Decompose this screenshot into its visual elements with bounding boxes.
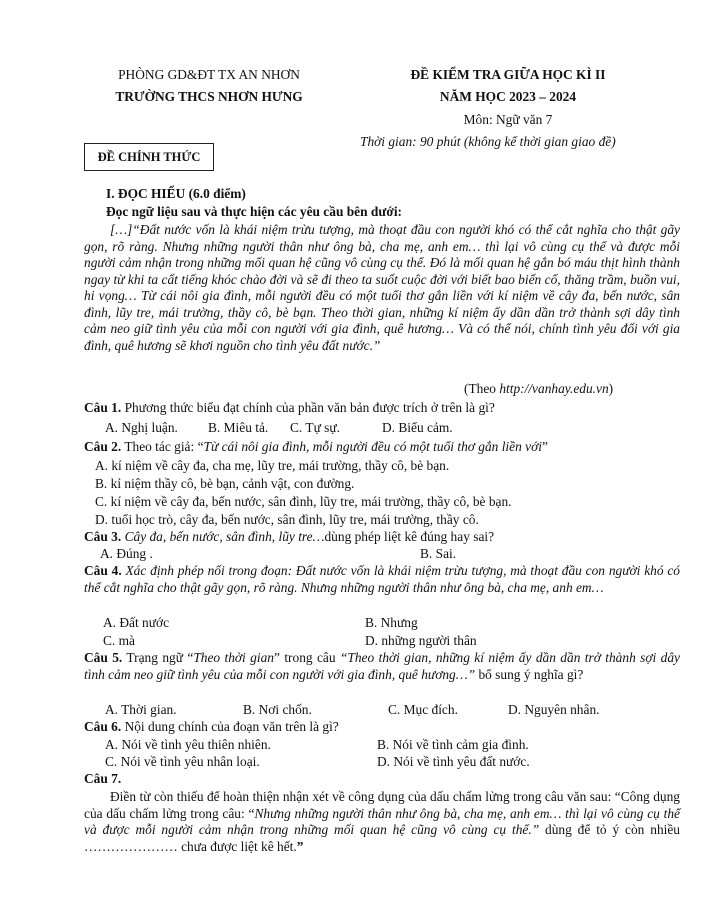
- q2-option-c: C. kí niệm về cây đa, bến nước, sân đình, lũy tre, mái trường, thầy cô, bè bạn.: [95, 494, 512, 509]
- question-5-text-b: ” trong câu: [273, 650, 340, 665]
- q1-option-b: B. Miêu tả.: [208, 420, 269, 435]
- question-3-text: dùng phép liệt kê đúng hay sai?: [324, 529, 495, 544]
- official-exam-box: [84, 143, 214, 171]
- question-7-line1: Điền từ còn thiếu để hoàn thiện nhận xét về công dụng của dấu chấm lửng trong câu văn sau:: [110, 789, 612, 804]
- question-5-quote-b: “Theo thời gian, những kí niệm ấy dần dần trở thành sợi dây tình cảm neo giữ tình yêu của mỗi con người với gia đình, quê hương…”: [84, 650, 680, 682]
- school-department: PHÒNG GD&ĐT TX AN NHƠN: [118, 67, 300, 82]
- source-suffix: ): [608, 381, 614, 396]
- source-prefix: (Theo: [464, 381, 500, 396]
- q6-option-d: D. Nói về tình yêu đất nước.: [377, 754, 530, 769]
- q2-option-b: B. kỉ niệm thầy cô, bè bạn, cảnh vật, con đường.: [95, 476, 355, 491]
- question-2-quote: Từ cái nôi gia đình, mỗi người đều có một tuổi thơ gắn liền với: [203, 439, 542, 454]
- q5-option-b: B. Nơi chốn.: [243, 702, 312, 717]
- exam-time: Thời gian: 90 phút (không kể thời gian giao đề): [360, 134, 616, 149]
- passage-source: [464, 381, 613, 398]
- question-5-text-a: Trạng ngữ “: [122, 650, 194, 665]
- question-6-label: Câu 6.: [84, 719, 122, 734]
- q2-option-a: A. kí niệm về cây đa, cha mẹ, lũy tre, mái trường, thầy cô, bè bạn.: [95, 458, 450, 473]
- q4-option-a: A. Đất nước: [103, 615, 170, 630]
- question-7: [84, 771, 121, 788]
- official-exam-label: ĐỀ CHÍNH THỨC: [97, 149, 201, 164]
- question-1-label: Câu 1.: [84, 400, 122, 415]
- question-3: [84, 529, 494, 546]
- q5-option-a: A. Thời gian.: [105, 702, 177, 717]
- school-name: TRƯỜNG THCS NHƠN HƯNG: [115, 89, 303, 104]
- q1-option-d: D. Biểu cảm.: [382, 420, 453, 435]
- question-4-label: Câu 4.: [84, 563, 122, 578]
- section-title: I. ĐỌC HIỂU (6.0 điểm): [106, 186, 246, 201]
- question-4: [84, 563, 680, 596]
- q2-option-d: D. tuổi học trò, cây đa, bến nước, sân đình, lũy tre, mái trường, thầy cô.: [95, 512, 479, 527]
- q3-option-a: A. Đúng .: [100, 546, 153, 561]
- q6-option-a: A. Nói về tình yêu thiên nhiên.: [105, 737, 271, 752]
- question-3-quote: Cây đa, bến nước, sân đình, lũy tre…: [121, 529, 325, 544]
- question-1: [84, 400, 495, 417]
- question-7-quote: Nhưng những người thân như ông bà, cha mẹ, anh em… thì lại vô cùng cụ thể và được mỗi người cảm nhận trong những mối quan hệ cũng vô cùng cụ thể.”: [84, 805, 680, 837]
- question-2: [84, 439, 548, 456]
- question-5-quote-a: Theo thời gian: [193, 650, 274, 665]
- question-2-suffix: ”: [541, 439, 548, 454]
- question-5-label: Câu 5.: [84, 650, 123, 665]
- question-7-label: Câu 7.: [84, 771, 122, 786]
- question-3-label: Câu 3.: [84, 529, 122, 544]
- q5-option-c: C. Mục đích.: [388, 702, 458, 717]
- subject: Môn: Ngữ văn 7: [463, 112, 553, 127]
- question-5-text-c: bổ sung ý nghĩa gì?: [475, 666, 584, 682]
- reading-passage: […]“Đất nước vốn là khái niệm trừu tượng, mà thoạt đầu con người khó có thể cắt nghĩa cho thật gãy gọn, rõ ràng. Nhưng những người thân như ông bà, cha mẹ, anh em… thì lại vô cùng cụ thể và được mỗi người cảm nhận trong những mối quan hệ cũng vô cùng cụ thể. Đó là mối quan hệ gắn bó máu thịt hình thành ngay từ khi ta cất tiếng khóc chào đời và sẽ đi theo ta suốt cuộc đời với biết bao biến cố, thăng trầm, buồn vui, hi vọng… Từ cái nôi gia đình, mỗi người đều có một tuổi thơ gắn liền với kí niệm về cây đa, bến nước, sân đình, lũy tre, mái trường, thầy cô, bè bạn. Theo thời gian, những kí niệm ấy dần dần trở thành sợi dây tình cảm neo giữ tình yêu của mỗi con người với gia đình, quê hương… Và có thể nói, chính tình yêu đối với gia đình, quê hương sẽ khơi nguồn cho tình yêu đất nước.”: [84, 222, 680, 353]
- question-4-text: Xác định phép nối trong đoạn: Đất nước vốn là khái niệm trừu tượng, mà thoạt đầu con người khó có thể cắt nghĩa cho thật gãy gọn, rõ ràng. Nhưng những người thân như ông bà, cha mẹ, anh em…: [84, 563, 680, 595]
- school-year: NĂM HỌC 2023 – 2024: [439, 89, 577, 104]
- question-7-body: [84, 789, 680, 855]
- question-2-prefix: Theo tác giả: “: [121, 439, 204, 454]
- source-site: http://vanhay.edu.vn: [499, 381, 609, 396]
- question-7-text-end: ”: [296, 838, 304, 854]
- q4-option-b: B. Nhưng: [365, 615, 418, 630]
- question-7-text-a: “Công dụng của dấu chấm lửng trong câu: “: [84, 789, 680, 821]
- section-instruction: Đọc ngữ liệu sau và thực hiện các yêu cầu bên dưới:: [106, 204, 402, 219]
- q4-option-d: D. những người thân: [365, 633, 477, 648]
- exam-title: ĐỀ KIỂM TRA GIỮA HỌC KÌ II: [410, 67, 606, 82]
- question-2-label: Câu 2.: [84, 439, 122, 454]
- q5-option-d: D. Nguyên nhân.: [508, 702, 600, 717]
- q1-option-a: A. Nghị luận.: [105, 420, 178, 435]
- question-1-text: Phương thức biểu đạt chính của phần văn bản được trích ở trên là gì?: [121, 400, 495, 415]
- q1-option-c: C. Tự sự.: [290, 420, 340, 435]
- q6-option-c: C. Nói về tình yêu nhân loại.: [105, 754, 260, 769]
- q4-option-c: C. mà: [103, 633, 135, 648]
- question-6: [84, 719, 339, 736]
- question-5: [84, 650, 680, 683]
- question-6-text: Nội dung chính của đoạn văn trên là gì?: [121, 719, 339, 734]
- q6-option-b: B. Nói về tình cảm gia đình.: [377, 737, 529, 752]
- question-7-text-b: dùng để tỏ ý còn nhiều ………………… chưa được liệt kê hết.: [84, 822, 681, 854]
- q3-option-b: B. Sai.: [420, 546, 457, 561]
